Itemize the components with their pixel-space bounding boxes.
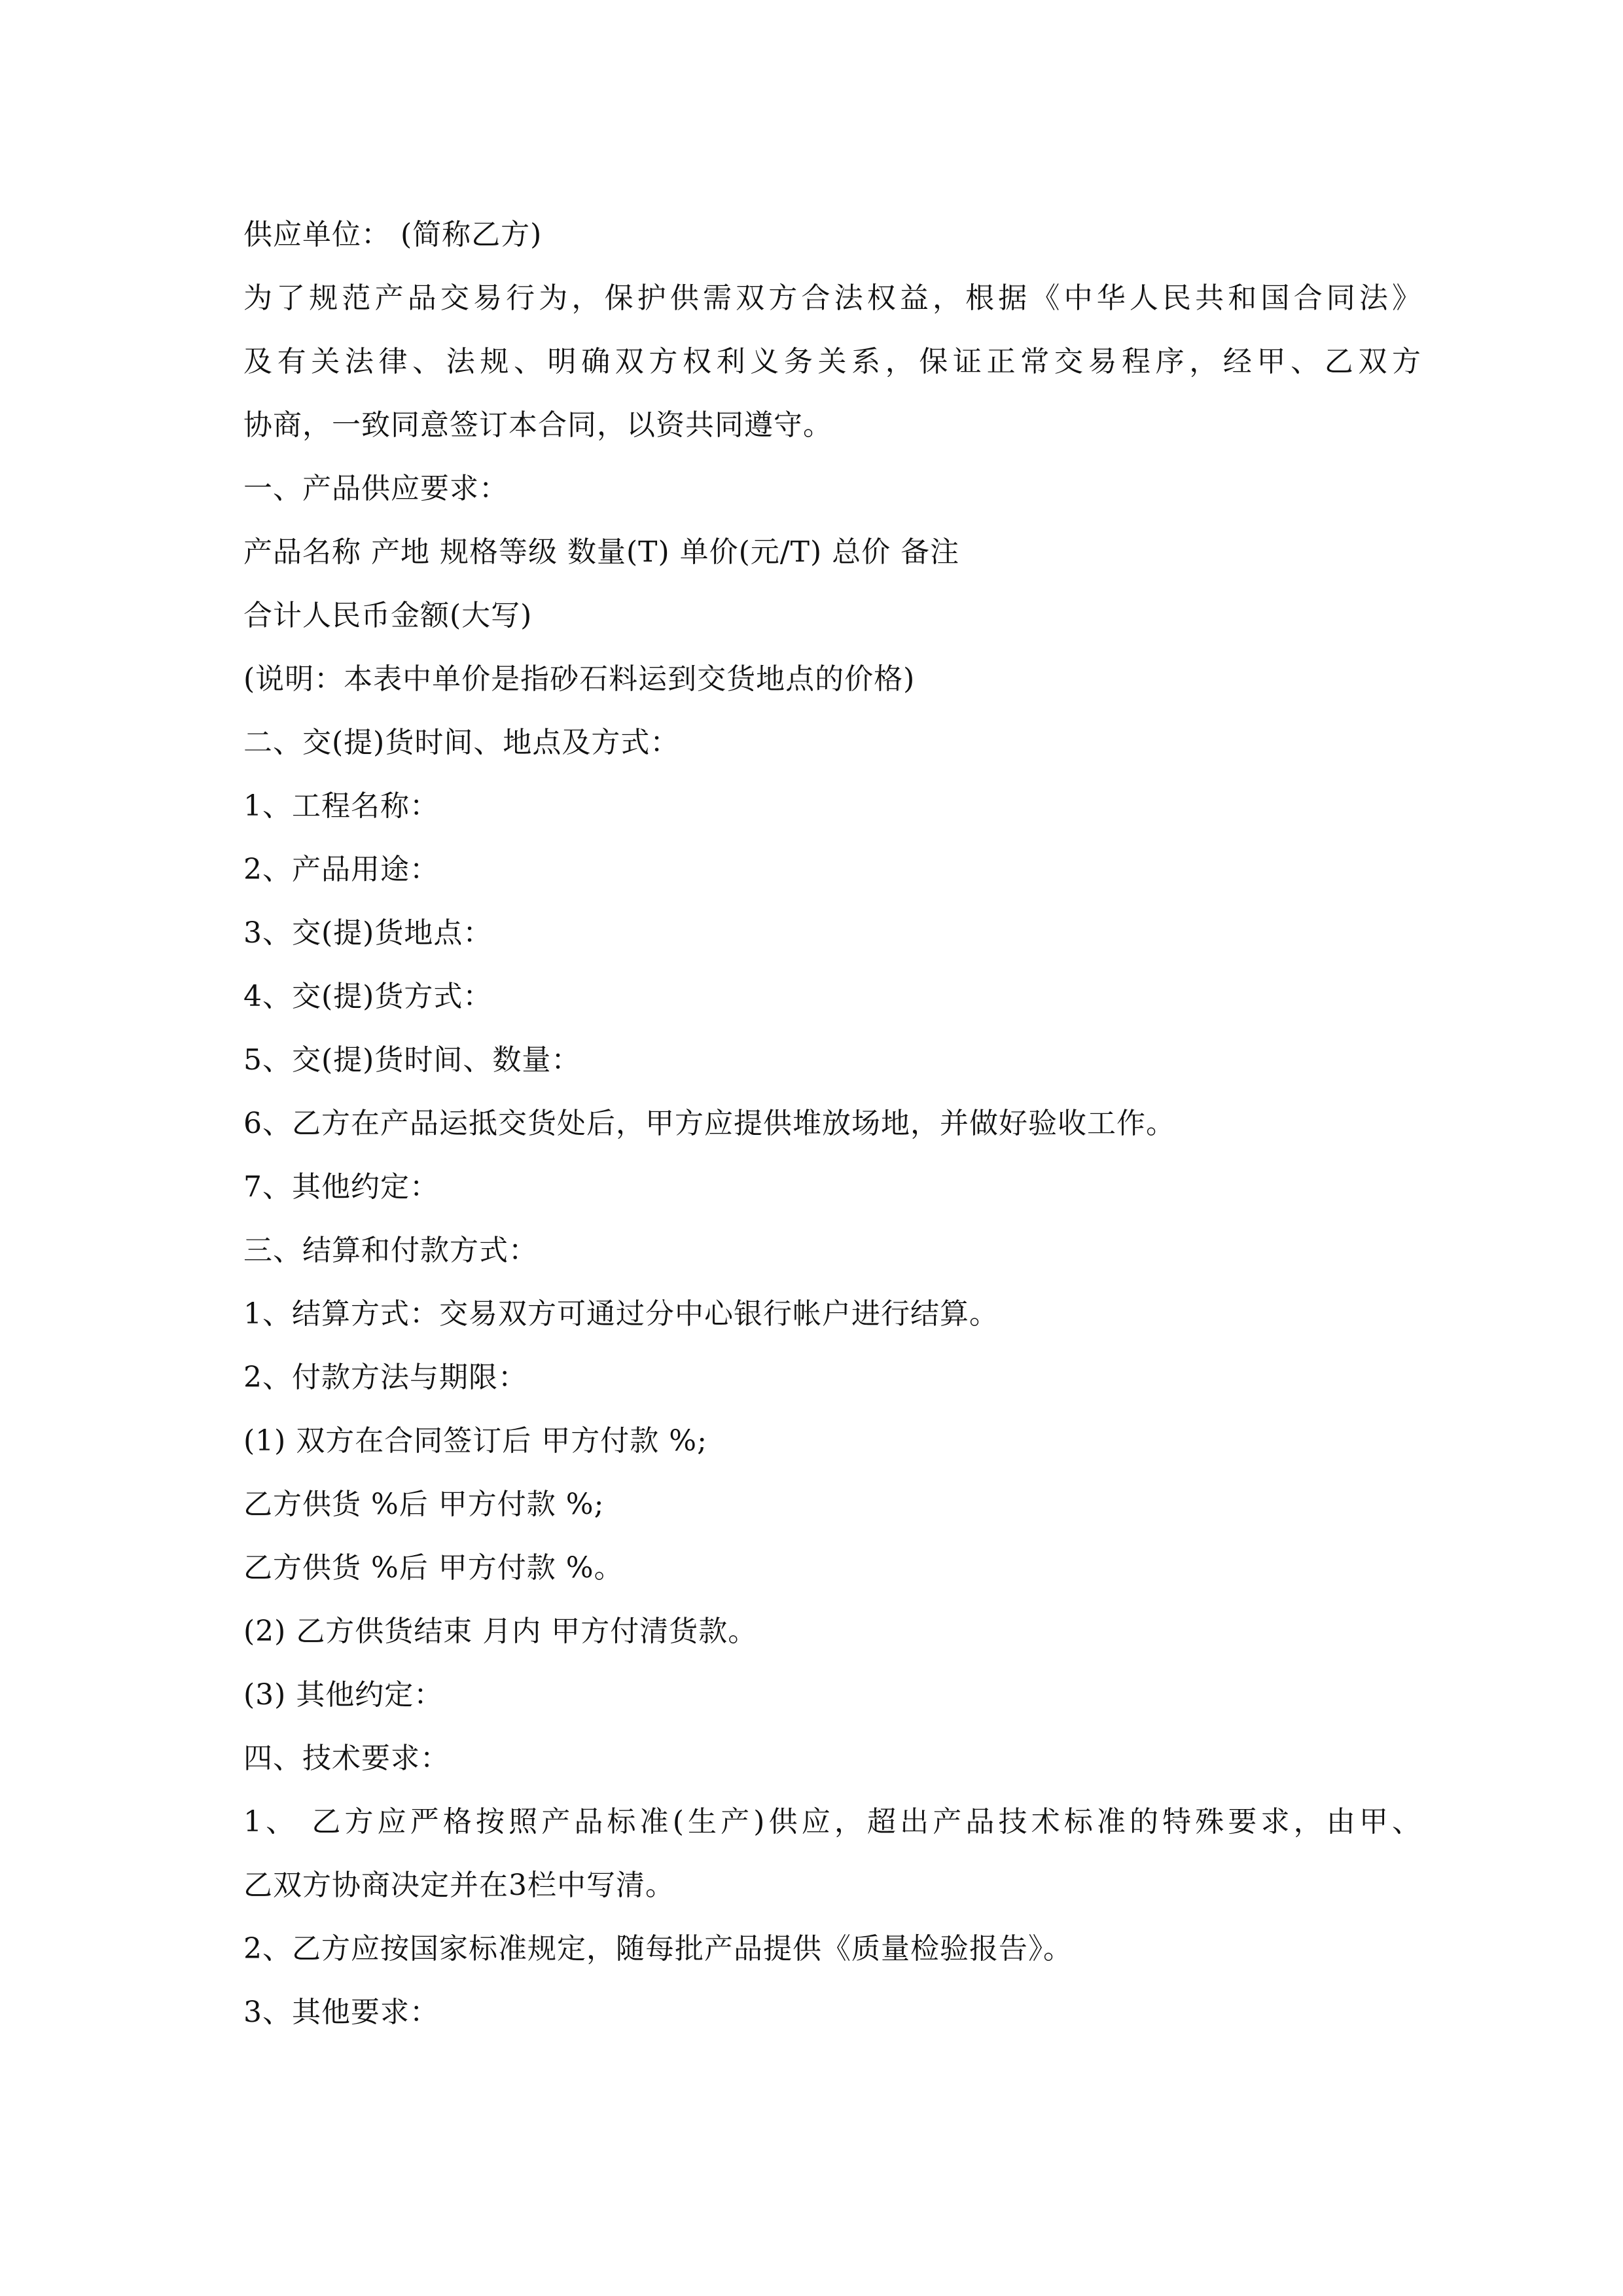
total-amount-line: 合计人民币金额(大写) — [243, 599, 533, 632]
section-2-heading: 二、交(提)货时间、地点及方式： — [243, 726, 680, 759]
payment-term-2: (2) 乙方供货结束 月内 甲方付清货款。 — [243, 1615, 758, 1648]
payment-term-1b: 乙方供货 %后 甲方付款 %。 — [243, 1551, 624, 1585]
intro-paragraph-line-3: 协商，一致同意签订本合同，以资共同遵守。 — [243, 408, 832, 442]
price-note: (说明：本表中单价是指砂石料运到交货地点的价格) — [243, 662, 916, 696]
clause-4-1-line-1: 1、 乙方应严格按照产品标准(生产)供应，超出产品技术标准的特殊要求，由甲、 — [243, 1805, 1421, 1839]
intro-paragraph-line-2: 及有关法律、法规、明确双方权利义务关系，保证正常交易程序，经甲、乙双方 — [243, 345, 1421, 378]
clause-3-2: 2、付款方法与期限： — [243, 1361, 527, 1394]
clause-2-3: 3、交(提)货地点： — [243, 916, 493, 950]
payment-term-3: (3) 其他约定： — [243, 1678, 444, 1712]
clause-2-4: 4、交(提)货方式： — [243, 980, 493, 1013]
supplier-line: 供应单位： (简称乙方) — [243, 218, 543, 251]
section-3-heading: 三、结算和付款方式： — [243, 1234, 538, 1267]
payment-term-1a: 乙方供货 %后 甲方付款 %; — [243, 1488, 605, 1521]
section-4-heading: 四、技术要求： — [243, 1742, 450, 1775]
payment-term-1: (1) 双方在合同签订后 甲方付款 %; — [243, 1424, 707, 1458]
contract-body — [243, 203, 1421, 2044]
clause-2-5: 5、交(提)货时间、数量： — [243, 1043, 581, 1077]
clause-4-2: 2、乙方应按国家标准规定，随每批产品提供《质量检验报告》。 — [243, 1932, 1073, 1965]
clause-4-1-line-2: 乙双方协商决定并在3栏中写清。 — [243, 1869, 675, 1902]
intro-paragraph-line-1: 为了规范产品交易行为，保护供需双方合法权益，根据《中华人民共和国合同法》 — [243, 281, 1421, 315]
clause-2-7: 7、其他约定： — [243, 1170, 439, 1204]
product-table-header: 产品名称 产地 规格等级 数量(T) 单价(元/T) 总价 备注 — [243, 535, 960, 569]
clause-3-1: 1、结算方式：交易双方可通过分中心银行帐户进行结算。 — [243, 1297, 999, 1331]
clause-2-6: 6、乙方在产品运抵交货处后，甲方应提供堆放场地，并做好验收工作。 — [243, 1107, 1175, 1140]
clause-4-3: 3、其他要求： — [243, 1996, 439, 2029]
clause-2-2: 2、产品用途： — [243, 853, 439, 886]
section-1-heading: 一、产品供应要求： — [243, 472, 508, 505]
clause-2-1: 1、工程名称： — [243, 789, 439, 823]
